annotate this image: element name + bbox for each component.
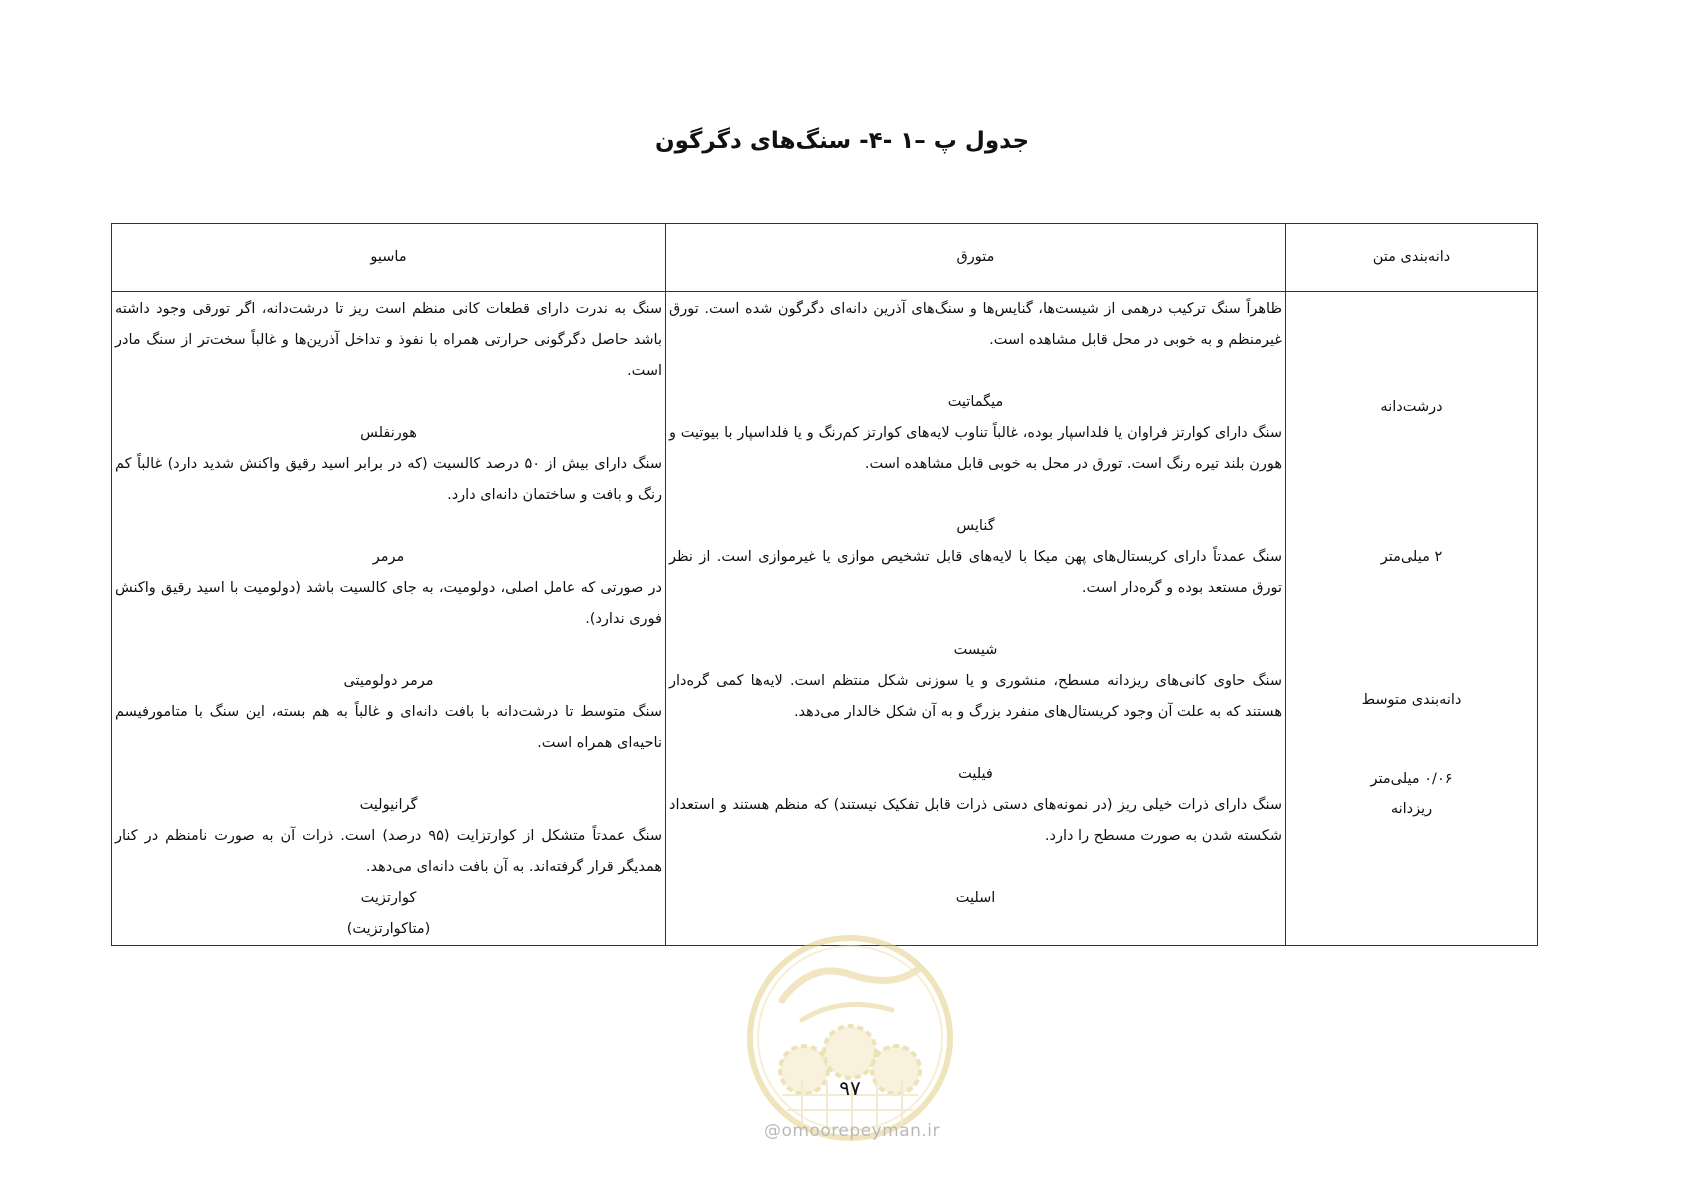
rock-desc-hornfels: سنگ دارای بیش از ۵۰ درصد کالسیت (که در برابر اسید رقیق واکنش شدید دارد) غالباً کم رنگ و بافت و ساختمان دانه‌ای دارد. [115,456,662,503]
page-title: جدول پ –۱ -۴- سنگ‌های دگرگون [654,128,1030,154]
texture-label-fine: ریزدانه [1390,801,1433,817]
website-watermark: @omoorepeyman.ir [763,1121,941,1141]
rock-note-metaquartzite: (متاکوارتزیت) [346,921,431,937]
rock-desc-gneiss: سنگ عمدتاً دارای کریستال‌های پهن میکا با لایه‌های قابل تشخیص موازی یا غیرموازی است. از نظر تورق مستعد بوده و گره‌دار است. [669,549,1282,596]
massive-column [112,292,666,946]
header-texture: دانه‌بندی متن [1286,224,1538,292]
rock-name-hornfels: هورنفلس [360,425,417,441]
omoorepeyman-logo-watermark-icon [742,930,958,1146]
texture-label-006mm: ۰/۰۶ میلی‌متر [1370,771,1453,787]
rock-name-migmatite: میگماتیت [947,394,1004,410]
texture-label-medium: دانه‌بندی متوسط [1361,692,1462,708]
rock-name-slate: اسلیت [955,890,996,906]
rock-desc-marble: در صورتی که عامل اصلی، دولومیت، به جای کالسیت باشد (دولومیت با اسید رقیق واکنش فوری ندارد). [115,580,662,627]
texture-label-coarse: درشت‌دانه [1380,399,1443,415]
rock-desc-dolomitic-marble: سنگ متوسط تا درشت‌دانه با بافت دانه‌ای و غالباً به هم بسته، این سنگ با متامورفیسم ناحیه‌ای همراه است. [115,704,662,751]
rock-name-marble: مرمر [372,549,405,565]
page-number: ۹۷ [839,1076,861,1100]
rock-name-schist: شیست [953,642,998,658]
rock-name-granulite: گرانیولیت [359,797,418,813]
rock-name-gneiss: گنایس [956,518,995,534]
header-foliated: متورق [666,224,1286,292]
foliated-intro: ظاهراً سنگ ترکیب درهمی از شیست‌ها، گنایس‌ها و سنگ‌های آذرین دانه‌ای دگرگون شده است. تورق غیرمنظم و به خوبی در محل قابل مشاهده است. [669,301,1282,348]
rock-desc-phyllite: سنگ دارای ذرات خیلی ریز (در نمونه‌های دستی ذرات قابل تفکیک نیستند) که منظم هستند و استعداد شکسته شدن به صورت مسطح را دارد. [669,797,1282,844]
rock-name-dolomitic-marble: مرمر دولومیتی [343,673,434,689]
rock-name-quartzite: کوارتزیت [360,890,417,906]
foliated-column [666,292,1286,946]
header-massive: ماسیو [112,224,666,292]
massive-intro: سنگ به ندرت دارای قطعات کانی منظم است ریز تا درشت‌دانه، اگر تورقی وجود داشته باشد حاصل دگرگونی حرارتی همراه با نفوذ و تداخل آذرین‌ها و غالباً سخت‌تر از سنگ مادر است. [115,301,662,379]
table-body-row [112,292,1538,946]
rock-desc-granulite: سنگ عمدتاً متشکل از کوارتزایت (۹۵ درصد) است. ذرات آن به صورت نامنظم در کنار همدیگر قرار گرفته‌اند. به آن بافت دانه‌ای می‌دهد. [115,828,662,875]
rock-name-phyllite: فیلیت [958,766,993,782]
rock-desc-schist: سنگ حاوی کانی‌های ریزدانه مسطح، منشوری و یا سوزنی شکل منتظم است. لایه‌ها کمی گره‌دار هستند که به علت آن وجود کریستال‌های منفرد بزرگ و به آن شکل خالدار می‌دهد. [669,673,1282,720]
texture-label-2mm: ۲ میلی‌متر [1380,549,1443,565]
table-header-row [112,224,1538,292]
metamorphic-rocks-table [111,223,1538,946]
texture-column [1286,292,1538,946]
rock-desc-migmatite: سنگ دارای کوارتز فراوان یا فلداسپار بوده، غالباً تناوب لایه‌های کوارتز کم‌رنگ و یا فلداسپار با بیوتیت و هورن بلند تیره رنگ است. تورق در محل به خوبی قابل مشاهده است. [669,425,1282,472]
